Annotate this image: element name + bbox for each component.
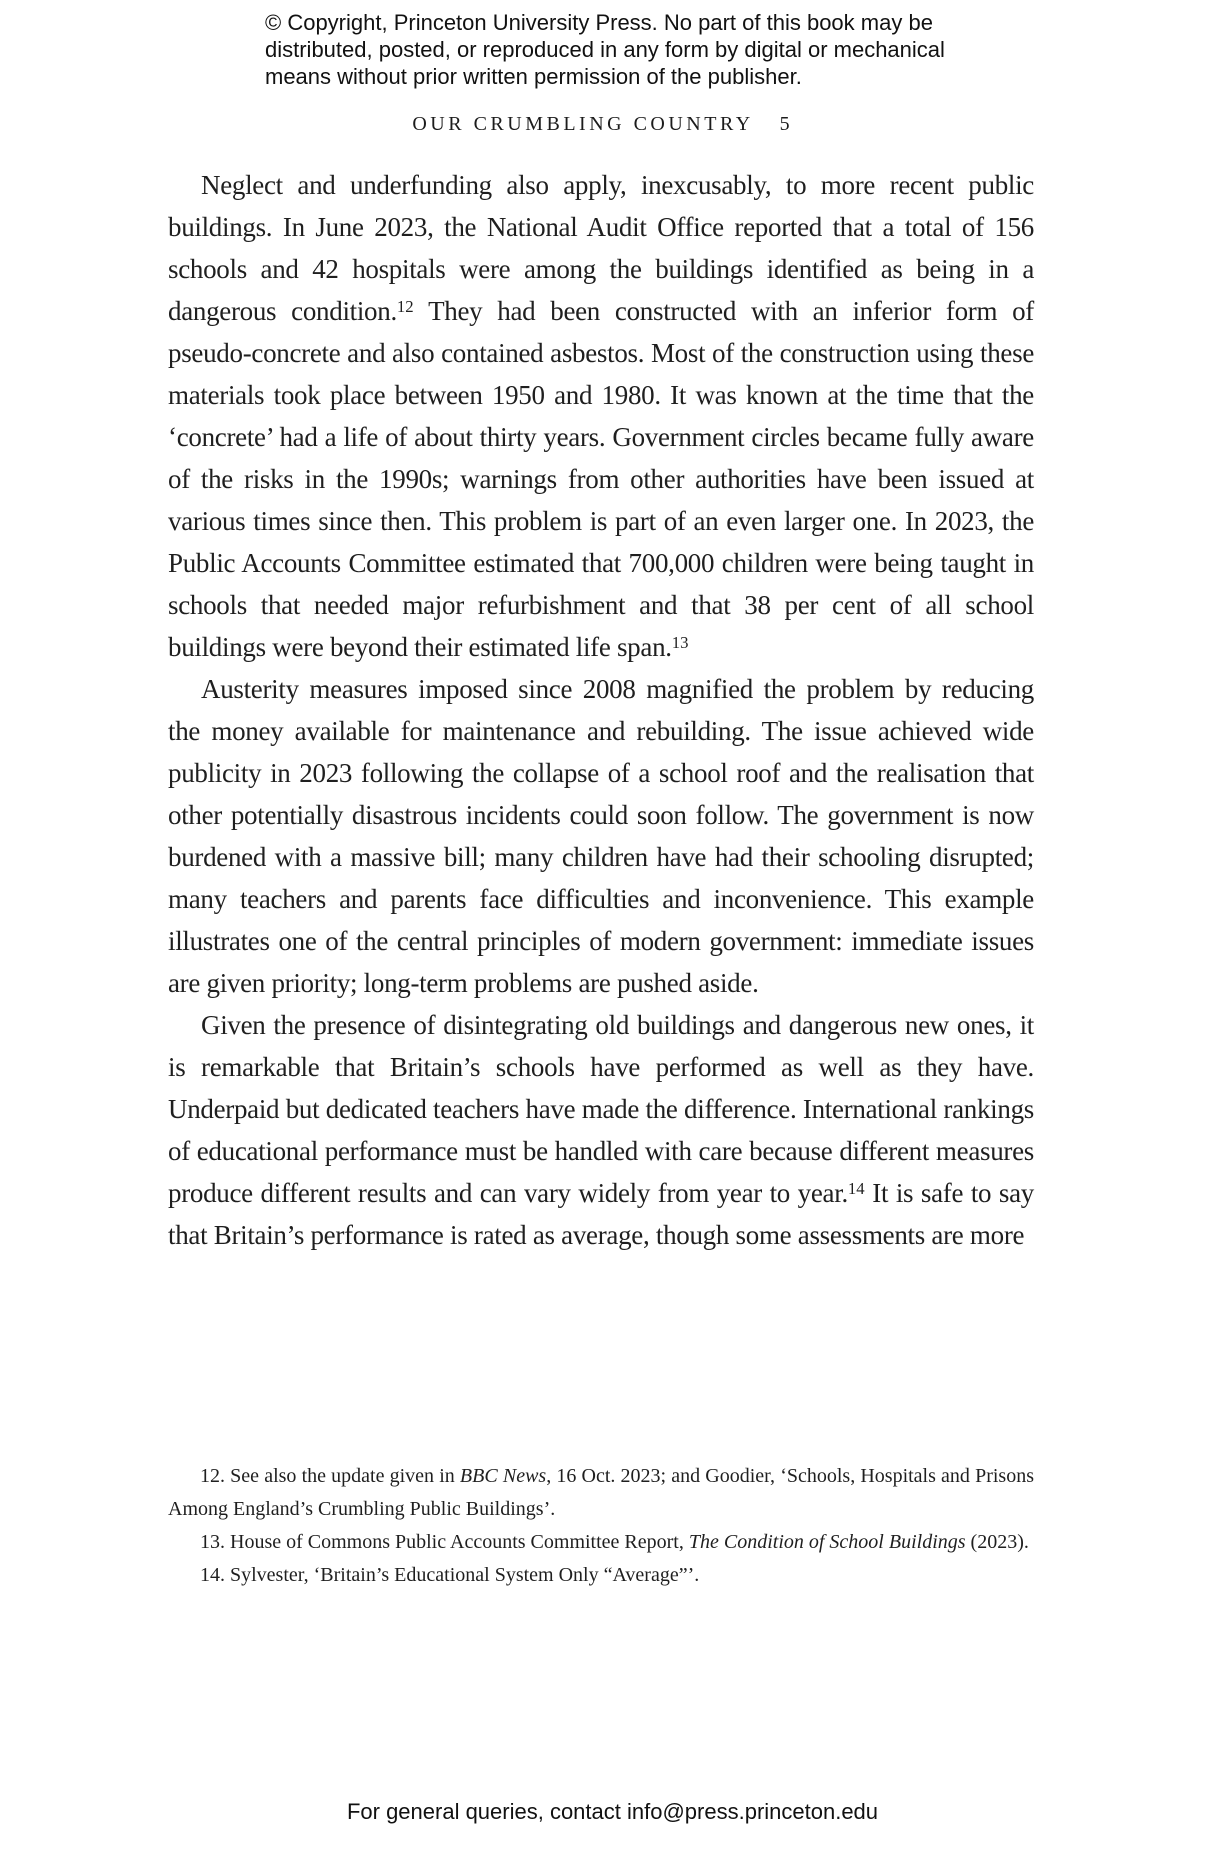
copyright-line: means without prior written permission of the publisher. (265, 64, 802, 89)
italic-text: The Condition of School Buildings (688, 1531, 966, 1553)
footer-contact: For general queries, contact info@press.princeton.edu (346, 1799, 879, 1824)
copyright-notice (265, 9, 945, 90)
page-number: 5 (779, 113, 790, 135)
text-run: Neglect and underfunding also apply, inexcusably, to more recent public buildings. In June 2023, the National Audit Office reported that a total of 156 schools and 42 hospitals were among the buildings identified as being in a dangerous condition. (168, 170, 1034, 326)
footnote-ref: 13 (671, 633, 689, 653)
text-run: 12. See also the update given in (200, 1465, 460, 1487)
body-paragraph (168, 1004, 1034, 1256)
italic-text: BBC News (459, 1465, 547, 1487)
text-run: They had been constructed with an inferior form of pseudo-concrete and also contained asbestos. Most of the construction using these materials took place between 1950 and 1980. It was known at the time that the ‘concrete’ had a life of about thirty years. Government circles became fully aware of the risks in the 1990s; warnings from other authorities have been issued at various times since then. This problem is part of an even larger one. In 2023, the Public Accounts Committee estimated that 700,000 children were being taught in schools that needed major refurbishment and that 38 per cent of all school buildings were beyond their estimated life span. (168, 296, 1034, 662)
text-run: 13. House of Commons Public Accounts Committee Report, (200, 1531, 689, 1553)
footnote-ref: 14 (847, 1179, 865, 1199)
footnote-item (168, 1460, 1034, 1526)
body-paragraph (168, 668, 1034, 1004)
text-run: (2023). (965, 1531, 1029, 1553)
text-run: Given the presence of disintegrating old buildings and dangerous new ones, it is remarkable that Britain’s schools have performed as well as they have. Underpaid but dedicated teachers have made the difference. International rankings of educational performance must be handled with care because different measures produce different results and can vary widely from year to year. (168, 1010, 1034, 1208)
text-run: 14. Sylvester, ‘Britain’s Educational System Only “Average”’. (200, 1564, 700, 1586)
copyright-line: © Copyright, Princeton University Press. No part of this book may be (265, 10, 933, 35)
footnote-ref: 12 (396, 297, 414, 317)
chapter-title: OUR CRUMBLING COUNTRY (412, 113, 754, 135)
text-run: Austerity measures imposed since 2008 magnified the problem by reducing the money available for maintenance and rebuilding. The issue achieved wide publicity in 2023 following the collapse of a school roof and the realisation that other potentially disastrous incidents could soon follow. The government is now burdened with a massive bill; many children have had their schooling disrupted; many teachers and parents face difficulties and inconvenience. This example illustrates one of the central principles of modern government: immediate issues are given priority; long-term problems are pushed aside. (168, 674, 1034, 998)
footnote-item (168, 1526, 1034, 1559)
footnotes (168, 1460, 1034, 1592)
copyright-line: distributed, posted, or reproduced in any form by digital or mechanical (265, 37, 945, 62)
body-text (168, 164, 1034, 1256)
body-paragraph (168, 164, 1034, 668)
text-run: It is safe to say that Britain’s performance is rated as average, though some assessments are more (168, 1178, 1034, 1250)
running-header (168, 113, 1034, 135)
footnote-item (168, 1559, 1034, 1592)
text-run: , 16 Oct. 2023; and Goodier, ‘Schools, Hospitals and Prisons Among England’s Crumbling Public Buildings’. (168, 1465, 1034, 1520)
